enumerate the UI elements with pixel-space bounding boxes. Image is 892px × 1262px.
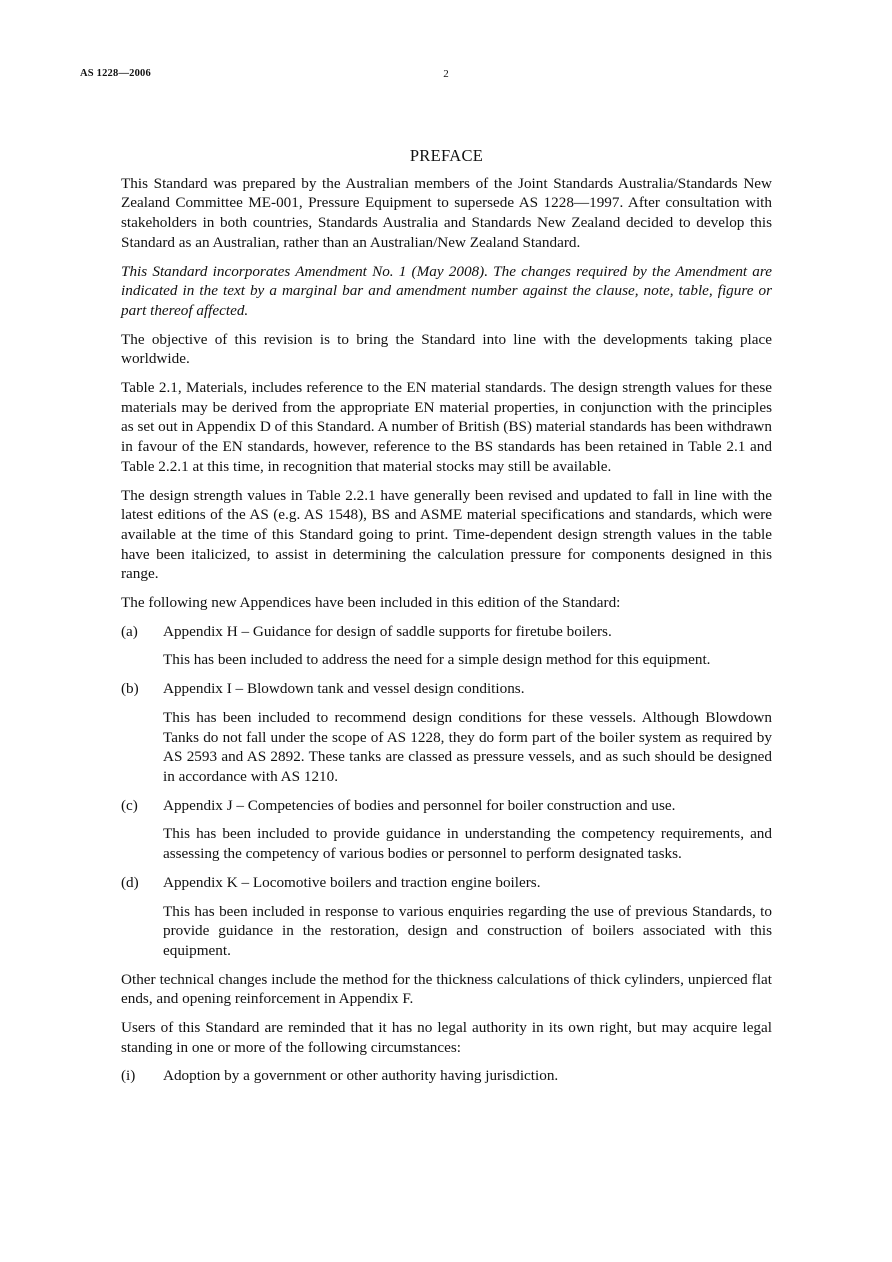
- preface-paragraph: Table 2.1, Materials, includes reference to the EN material standards. The design strength values for these materials may be derived from the appropriate EN material properties, in conjunction with the principles as set out in Appendix D of this Standard. A number of British (BS) material standards has been withdrawn in favour of the EN standards, however, reference to the BS standards has been retained in Table 2.1 and Table 2.2.1 at this time, in recognition that material stocks may still be available.: [121, 379, 772, 475]
- page-title: PREFACE: [409, 146, 484, 165]
- list-item-title: Appendix K – Locomotive boilers and traction engine boilers.: [163, 873, 541, 891]
- list-item-title: Appendix J – Competencies of bodies and personnel for boiler construction and use.: [163, 796, 676, 814]
- list-item-label: (a): [121, 622, 138, 640]
- list-item-label: (i): [121, 1067, 136, 1085]
- amendment-note: This Standard incorporates Amendment No. 1 (May 2008). The changes required by the Amendment are indicated in the text by a marginal bar and amendment number against the clause, note, table, figure or part thereof affected.: [121, 262, 772, 319]
- list-item: [121, 679, 772, 699]
- list-item-description: This has been included to recommend design conditions for these vessels. Although Blowdown Tanks do not fall under the scope of AS 1228, they do form part of the boiler system as required by AS 2593 and AS 2892. These tanks are classed as pressure vessels, and as such should be designed in accordance with AS 1210.: [163, 708, 772, 785]
- list-item-label: (d): [121, 873, 139, 891]
- list-item-label: (b): [121, 680, 139, 698]
- list-item-label: (c): [121, 796, 138, 814]
- page-header: [80, 68, 812, 84]
- preface-paragraph: Other technical changes include the method for the thickness calculations of thick cylinders, unpierced flat ends, and opening reinforcement in Appendix F.: [121, 970, 772, 1008]
- page-content: [121, 146, 772, 1095]
- list-item: [121, 873, 772, 893]
- preface-paragraph: The objective of this revision is to bring the Standard into line with the developments taking place worldwide.: [121, 330, 772, 368]
- list-item-text: Adoption by a government or other authority having jurisdiction.: [163, 1067, 559, 1085]
- preface-paragraph: This Standard was prepared by the Australian members of the Joint Standards Australia/Standards New Zealand Committee ME-001, Pressure Equipment to supersede AS 1228—1997. After consultation with stakeholders in both countries, Standards Australia and Standards New Zealand decided to develop this Standard as an Australian, rather than an Australian/New Zealand Standard.: [121, 174, 772, 251]
- list-item-description: This has been included in response to various enquiries regarding the use of previous Standards, to provide guidance in the restoration, design and construction of boilers associated with this equipment.: [163, 902, 772, 959]
- list-item-title: Appendix H – Guidance for design of saddle supports for firetube boilers.: [163, 622, 612, 640]
- standard-id: AS 1228—2006: [80, 68, 151, 79]
- list-item-description: This has been included to address the need for a simple design method for this equipment.: [163, 651, 711, 669]
- list-item: [121, 1066, 772, 1086]
- preface-paragraph: The following new Appendices have been included in this edition of the Standard:: [121, 594, 621, 612]
- list-item-description: This has been included to provide guidance in understanding the competency requirements, and assessing the competency of various bodies or personnel to perform designated tasks.: [163, 825, 772, 863]
- preface-paragraph: The design strength values in Table 2.2.1 have generally been revised and updated to fall in line with the latest editions of the AS (e.g. AS 1548), BS and ASME material specifications and standards, which were available at the time of this Standard going to print. Time-dependent design strength values in the table have been italicized, to assist in determining the calculation pressure for components designed in this range.: [121, 486, 772, 583]
- list-item-title: Appendix I – Blowdown tank and vessel design conditions.: [163, 680, 525, 698]
- preface-paragraph: Users of this Standard are reminded that it has no legal authority in its own right, but may acquire legal standing in one or more of the following circumstances:: [121, 1019, 772, 1056]
- list-item: [121, 796, 772, 816]
- page-number: 2: [443, 68, 449, 80]
- list-item: [121, 622, 772, 642]
